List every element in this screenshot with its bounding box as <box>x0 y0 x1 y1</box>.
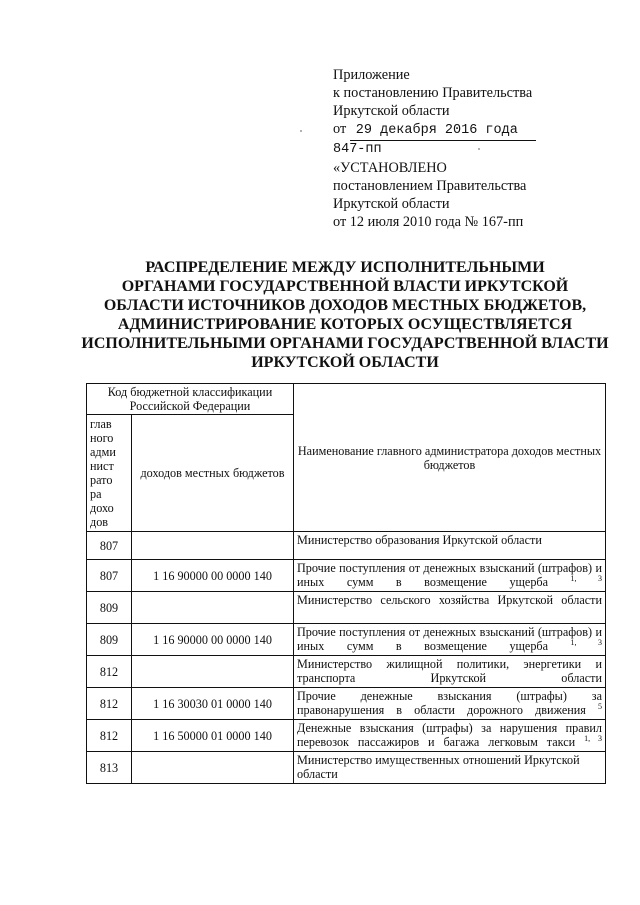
header-admin-line: ного <box>90 431 114 445</box>
header-admin-line: адми <box>90 445 116 459</box>
administrator-name-cell <box>294 688 606 720</box>
administrator-name-cell <box>294 720 606 752</box>
admin-code-cell: 807 <box>87 560 132 592</box>
date-prefix: от <box>333 121 347 137</box>
title-line: ИРКУТСКОЙ ОБЛАСТИ <box>251 354 439 371</box>
admin-code-cell: 813 <box>87 752 132 784</box>
administrator-name-cell <box>294 656 606 688</box>
header-income-cell: доходов местных бюджетов <box>132 415 294 532</box>
page-title <box>80 258 610 372</box>
header-admin-line: дохо <box>90 501 114 515</box>
scan-speck <box>300 130 302 132</box>
income-code-cell <box>132 592 294 624</box>
table-row <box>87 560 606 592</box>
income-code-cell <box>132 752 294 784</box>
administrator-name-cell <box>294 560 606 592</box>
table-row <box>87 592 606 624</box>
table-row <box>87 752 606 784</box>
income-code-cell: 1 16 50000 01 0000 140 <box>132 720 294 752</box>
title-line: ИСПОЛНИТЕЛЬНЫМИ ОРГАНАМИ ГОСУДАРСТВЕННОЙ ВЛАСТИ <box>81 335 609 352</box>
admin-code-cell: 809 <box>87 592 132 624</box>
title-line: ОБЛАСТИ ИСТОЧНИКОВ ДОХОДОВ МЕСТНЫХ БЮДЖЕТОВ, <box>103 297 587 314</box>
income-code-cell <box>132 656 294 688</box>
income-code-cell: 1 16 30030 01 0000 140 <box>132 688 294 720</box>
to-resolution-label: к постановлению Правительства <box>333 85 533 101</box>
header-admin-cell <box>87 415 132 532</box>
admin-code-cell: 812 <box>87 720 132 752</box>
income-code-cell: 1 16 90000 00 0000 140 <box>132 624 294 656</box>
resolution-date: 29 декабря 2016 года <box>350 122 536 141</box>
name-text: Министерство имущественных отношений Иркутской области <box>297 753 580 781</box>
established-date-label: от 12 июля 2010 года № 167-пп <box>333 214 524 230</box>
table-row <box>87 688 606 720</box>
appendix-header <box>333 66 536 231</box>
table-row <box>87 624 606 656</box>
title-line: АДМИНИСТРИРОВАНИЕ КОТОРЫХ ОСУЩЕСТВЛЯЕТСЯ <box>117 316 573 333</box>
income-code-cell <box>132 532 294 560</box>
name-text: Министерство жилищной политики, энергетики и транспорта Иркутской области <box>297 657 602 685</box>
income-code-cell: 1 16 90000 00 0000 140 <box>132 560 294 592</box>
administrator-name-cell <box>294 752 606 784</box>
table-row <box>87 720 606 752</box>
header-group-cell: Код бюджетной классификации Российской Федерации <box>87 384 294 415</box>
footnote-ref: 1, 3 <box>570 573 602 583</box>
header-admin-line: рато <box>90 473 113 487</box>
administrator-name-cell <box>294 592 606 624</box>
header-admin-line: ра <box>90 487 102 501</box>
established-region-label: Иркутской области <box>333 196 450 212</box>
established-label: «УСТАНОВЛЕНО <box>333 160 447 176</box>
name-text: Прочие денежные взыскания (штрафы) за правонарушения в области дорожного движения <box>297 689 602 717</box>
admin-code-cell: 812 <box>87 656 132 688</box>
footnote-ref: 1, 3 <box>584 733 603 743</box>
name-text: Министерство образования Иркутской области <box>297 533 542 547</box>
administrator-name-cell <box>294 532 606 560</box>
name-text: Прочие поступления от денежных взысканий (штрафов) и иных сумм в возмещение ущерба <box>297 625 602 653</box>
title-line: РАСПРЕДЕЛЕНИЕ МЕЖДУ ИСПОЛНИТЕЛЬНЫМИ <box>145 259 545 276</box>
name-text: Министерство сельского хозяйства Иркутской области <box>297 593 602 607</box>
resolution-number: 847-пп <box>333 142 382 157</box>
title-line: ОРГАНАМИ ГОСУДАРСТВЕННОЙ ВЛАСТИ ИРКУТСКОЙ <box>121 278 569 295</box>
name-text: Прочие поступления от денежных взысканий (штрафов) и иных сумм в возмещение ущерба <box>297 561 602 589</box>
header-admin-line: дов <box>90 515 109 529</box>
header-admin-line: нист <box>90 459 114 473</box>
footnote-ref: 1, 3 <box>570 637 602 647</box>
table-row <box>87 656 606 688</box>
name-text: Денежные взыскания (штрафы) за нарушения правил перевозок пассажиров и багажа легковым такси <box>297 721 602 749</box>
established-by-label: постановлением Правительства <box>333 178 527 194</box>
region-label: Иркутской области <box>333 103 450 119</box>
administrator-name-cell <box>294 624 606 656</box>
appendix-label: Приложение <box>333 67 410 83</box>
admin-code-cell: 807 <box>87 532 132 560</box>
footnote-ref: 5 <box>598 701 602 711</box>
table-row <box>87 532 606 560</box>
header-name-cell: Наименование главного администратора доходов местных бюджетов <box>294 384 606 532</box>
admin-code-cell: 809 <box>87 624 132 656</box>
admin-code-cell: 812 <box>87 688 132 720</box>
revenue-table <box>86 383 606 784</box>
resolution-date-line <box>333 120 536 141</box>
header-admin-line: глав <box>90 417 112 431</box>
